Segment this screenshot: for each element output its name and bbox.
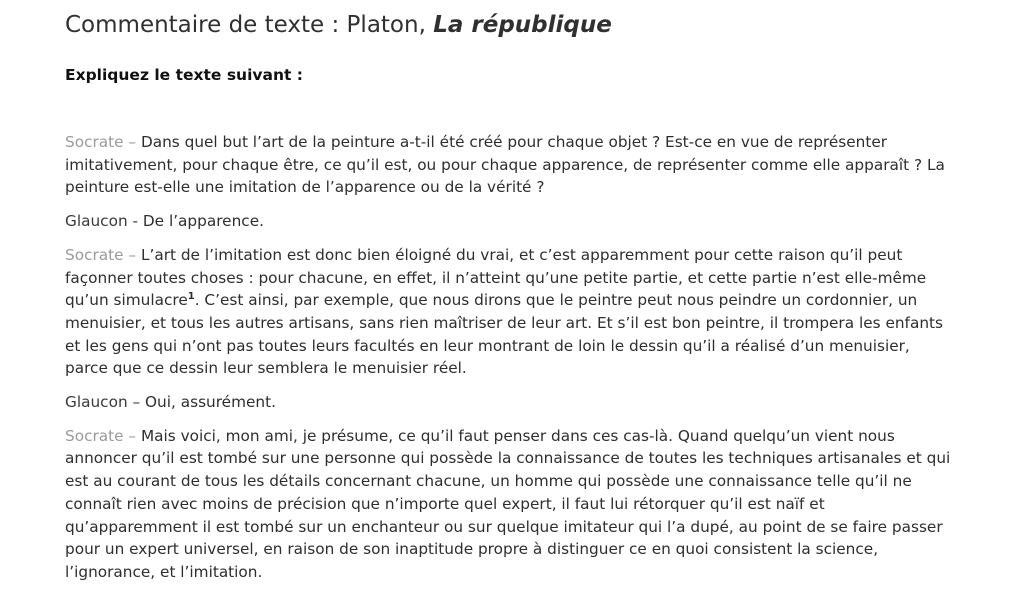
dialogue-turn	[65, 425, 955, 584]
dialogue-turn	[65, 210, 955, 233]
footnote-marker: 1	[187, 291, 195, 303]
speaker-name: Glaucon –	[65, 393, 146, 412]
dialogue-turn	[65, 244, 955, 380]
dialogue-turn	[65, 391, 955, 414]
speaker-name: Socrate –	[65, 426, 141, 445]
speaker-name: Socrate –	[65, 245, 141, 264]
dialogue-text	[65, 131, 955, 584]
dialogue-turn	[65, 131, 955, 199]
title-prefix: Commentaire de texte : Platon,	[65, 12, 434, 38]
speaker-name: Glaucon -	[65, 212, 143, 231]
page-title	[65, 12, 612, 38]
turn-text: Mais voici, mon ami, je présume, ce qu’il faut penser dans ces cas-là. Quand quelqu’un vient nous annoncer qu’il est tombé sur une personne qui possède la connaissance de toutes les techniques artisanales et qui est au courant de tous les détails concernant chacune, un homme qui possède une connaissance telle qu’il ne connaît rien avec moins de précision que n’importe quel expert, il faut lui rétorquer qu’il est naïf et qu’apparemment il est tombé sur un enchanteur ou sur quelque imitateur qui l’a dupé, au point de se faire passer pour un expert universel, en raison de son inaptitude propre à distinguer ce en quoi consistent la science, l’ignorance, et l’imitation.	[65, 426, 951, 581]
turn-text: Dans quel but l’art de la peinture a-t-il été créé pour chaque objet ? Est-ce en vue de représenter imitativement, pour chaque être, ce qu’il est, ou pour chaque apparence, de représenter comme elle apparaît ? La peinture est-elle une imitation de l’apparence ou de la vérité ?	[65, 133, 945, 197]
turn-text: Oui, assurément.	[145, 393, 276, 412]
title-work: La république	[433, 12, 612, 38]
turn-text: L’art de l’imitation est donc bien éloigné du vrai, et c’est apparemment pour cette raison qu’il peut façonner toutes choses : pour chacune, en effet, il n’atteint qu’une petite partie, et cette partie n’est elle-même qu’un simulacre	[65, 245, 927, 310]
turn-text-continued: . C’est ainsi, par exemple, que nous dirons que le peintre peut nous peindre un cordonnier, un menuisier, et tous les autres artisans, sans rien maîtriser de leur art. Et s’il est bon peintre, il trompera les enfants et les gens qui n’ont pas toutes leurs facultés en leur montrant de loin le dessin qu’il a réalisé d’un menuisier, parce que ce dessin leur semblera le menuisier réel.	[65, 291, 943, 378]
speaker-name: Socrate –	[65, 133, 141, 151]
instruction: Expliquez le texte suivant :	[65, 66, 304, 84]
turn-text: De l’apparence.	[142, 212, 264, 231]
